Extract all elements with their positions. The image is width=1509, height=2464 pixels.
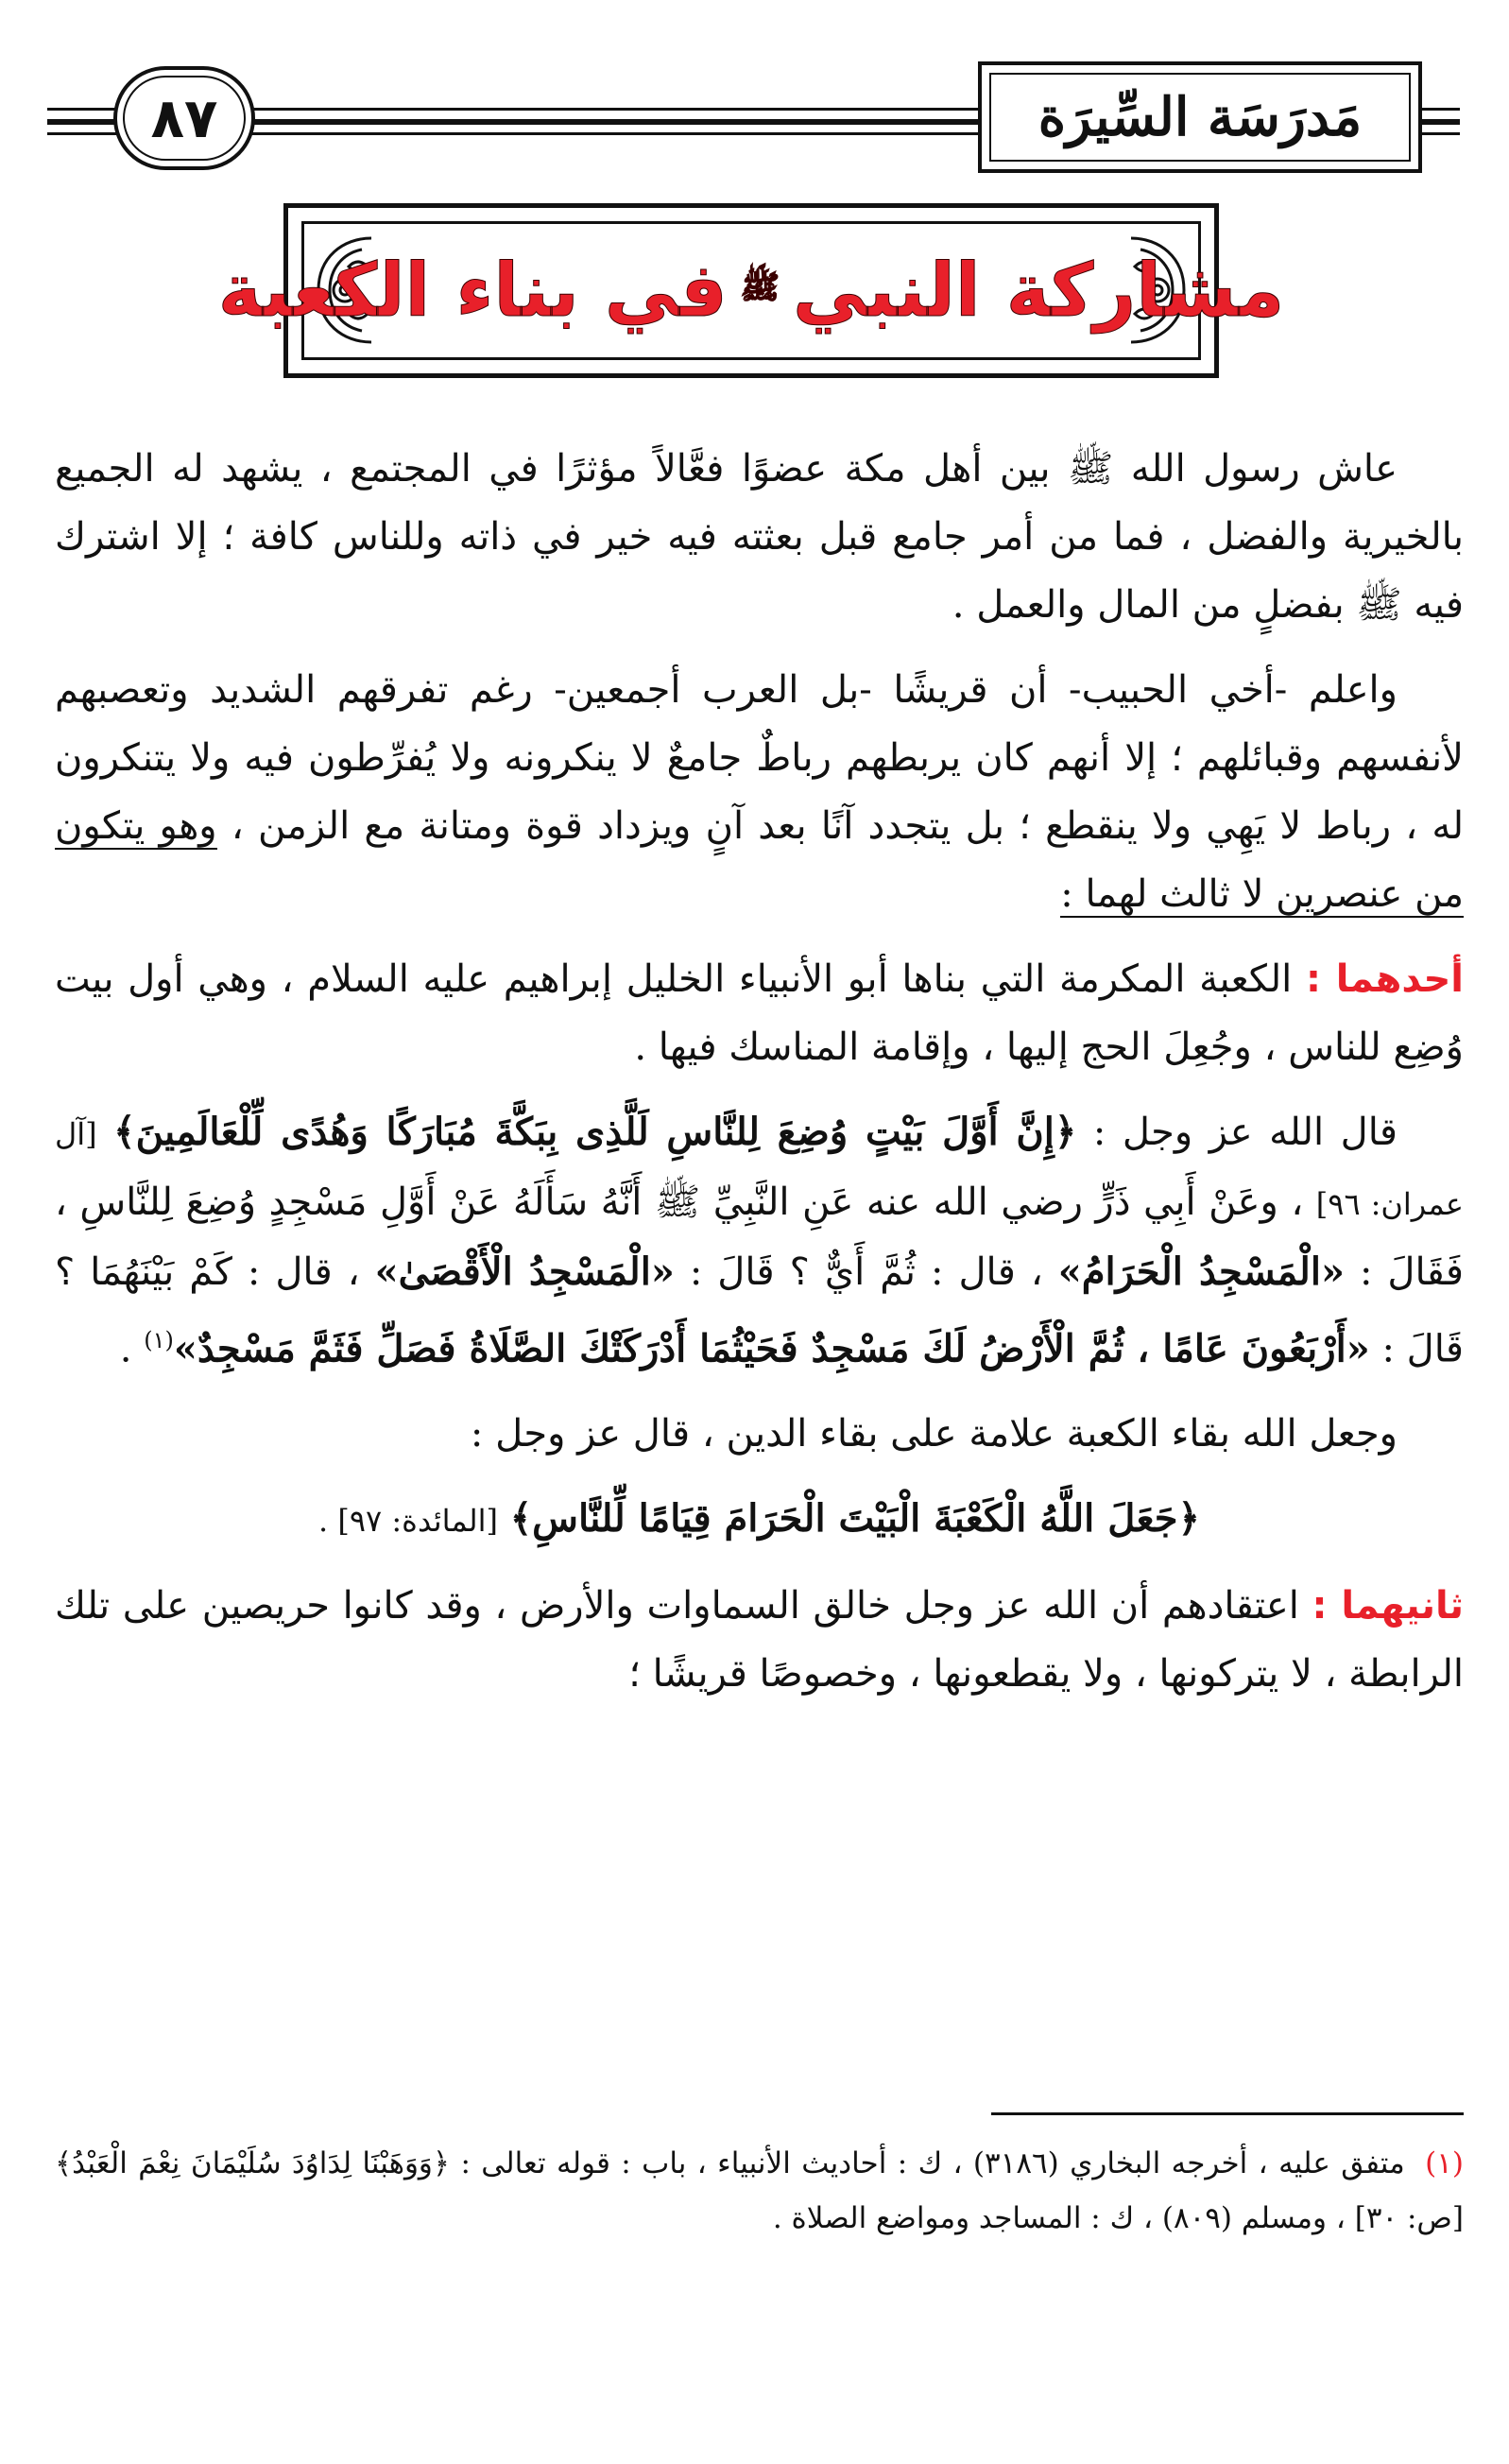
honorific-seal: ﷺ: [740, 268, 780, 306]
second-element-text: اعتقادهم أن الله عز وجل خالق السماوات والأرض ، وقد كانوا حريصين على تلك الرابطة ، لا يتركونها ، ولا يقطعونها ، وخصوصًا قريشًا ؛: [55, 1584, 1464, 1697]
chapter-title-part1: مشاركة النبي: [792, 248, 1285, 334]
hadith-quote-1: «الْمَسْجِدُ الْحَرَامُ»: [1057, 1249, 1345, 1294]
kaaba-paragraph: وجعل الله بقاء الكعبة علامة على بقاء الدين ، قال عز وجل :: [470, 1412, 1398, 1456]
quran-verse-2-line: [55, 1485, 1464, 1555]
chapter-title-frame: [217, 203, 1285, 378]
quran-reference: [آل عمران: ٩٦]: [55, 1116, 1465, 1222]
first-element-paragraph: [55, 945, 1464, 1081]
hadith-text-3: ، قال : كَمْ بَيْنَهُمَا ؟ قَالَ :: [55, 1250, 1464, 1371]
running-title-text: مَدرَسَة السِّيرَة: [1037, 86, 1363, 148]
hadith-text-2: ، قال : ثُمَّ أَيٌّ ؟ قَالَ :: [689, 1250, 1043, 1294]
paragraph-2: [55, 656, 1464, 928]
hadith-text-1: ، وعَنْ أَبِي ذَرٍّ رضي الله عنه عَنِ النَّبِيِّ ﷺ أَنَّهُ سَأَلَهُ عَنْ أَوَّلِ مَسْجِدٍ وُضِعَ لِلنَّاسِ ، فَقَالَ :: [55, 1180, 1465, 1294]
first-element-text: الكعبة المكرمة التي بناها أبو الأنبياء الخليل إبراهيم عليه السلام ، وهي أول بيت وُضِع للناس ، وجُعِلَ الحج إليها ، وإقامة المناسك فيها .: [55, 957, 1464, 1069]
footnote-marker: (١): [144, 1327, 174, 1353]
body-text: [55, 435, 1464, 1725]
hadith-quote-2: «الْمَسْجِدُ الْأَقْصَىٰ»: [374, 1249, 675, 1294]
page-number-text: ٨٧: [150, 86, 218, 150]
quran-reference-2: [المائدة: ٩٧] .: [318, 1503, 499, 1540]
quran-intro: قال الله عز وجل :: [1092, 1111, 1398, 1154]
running-title: [978, 61, 1422, 173]
paragraph-2-main: واعلم -أخي الحبيب- أن قريشًا -بل العرب أجمعين- رغم تفرقهم الشديد وتعصبهم لأنفسهم وقبائلهم ؛ إلا أنهم كان يربطهم رباطٌ جامعٌ لا ينكرونه ولا يُفرِّطون فيه ولا يتنكرون له ، رباط لا يَهِي ولا ينقطع ؛ بل يتجدد آنًا بعد آنٍ ويزداد قوة ومتانة مع الزمن ،: [55, 668, 1465, 848]
second-element-paragraph: [55, 1572, 1464, 1708]
footnote-number: (١): [1425, 2146, 1464, 2180]
quran-verse: ﴿إِنَّ أَوَّلَ بَيْتٍ وُضِعَ لِلنَّاسِ لَلَّذِى بِبَكَّةَ مُبَارَكًا وَهُدًى لِّلْعَالَمِينَ﴾: [113, 1110, 1077, 1154]
quran-hadith-paragraph: قال الله عز وجل : ﴿إِنَّ أَوَّلَ بَيْتٍ وُضِعَ لِلنَّاسِ لَلَّذِى بِبَكَّةَ مُبَارَكًا وَهُدًى لِّلْعَالَمِينَ﴾ [آل عمران: ٩٦] ، وعَنْ أَبِي ذَرٍّ رضي الله عنه عَنِ النَّبِيِّ ﷺ أَنَّهُ سَأَلَهُ عَنْ أَوَّلِ مَسْجِدٍ وُضِعَ لِلنَّاسِ ، فَقَالَ : «الْمَسْجِدُ الْحَرَامُ» ، قال : ثُمَّ أَيٌّ ؟ قَالَ : «الْمَسْجِدُ الْأَقْصَىٰ» ، قال : كَمْ بَيْنَهُمَا ؟ قَالَ : «أَرْبَعُونَ عَامًا ، ثُمَّ الْأَرْضُ لَكَ مَسْجِدٌ فَحَيْثُمَا أَدْرَكَتْكَ الصَّلَاةُ فَصَلِّ فَثَمَّ مَسْجِدٌ»$^{(١)}$ .: [55, 1110, 1465, 1371]
footnote-divider: [991, 2112, 1464, 2115]
paragraph-1: عاش رسول الله ﷺ بين أهل مكة عضوًا فعَّالاً مؤثرًا في المجتمع ، يشهد له الجميع بالخيرية والفضل ، فما من أمر جامع قبل بعثته فيه خير في ذاته وللناس كافة ؛ إلا اشترك فيه ﷺ بفضلٍ من المال والعمل .: [55, 447, 1464, 627]
page-number: [113, 66, 255, 170]
paragraph-2-underlined: وهو يتكون من عنصرين لا ثالث لهما :: [55, 804, 1464, 916]
hadith-quote-3: «أَرْبَعُونَ عَامًا ، ثُمَّ الْأَرْضُ لَكَ مَسْجِدٌ فَحَيْثُمَا أَدْرَكَتْكَ الصَّلَاةُ فَصَلِّ فَثَمَّ مَسْجِدٌ»: [173, 1326, 1370, 1371]
second-element-label: ثانيهما :: [1312, 1584, 1464, 1628]
quran-verse-2: ﴿جَعَلَ اللَّهُ الْكَعْبَةَ الْبَيْتَ الْحَرَامَ قِيَامًا لِّلنَّاسِ﴾: [509, 1496, 1200, 1542]
page-header: [47, 57, 1460, 180]
chapter-title-part2: في بناء الكعبة: [217, 248, 728, 334]
footnotes: [55, 2136, 1464, 2246]
footnote-text: متفق عليه ، أخرجه البخاري (٣١٨٦) ، ك : أحاديث الأنبياء ، باب : قوله تعالى : ﴿وَوَهَبْنَا لِدَاوُدَ سُلَيْمَانَ نِعْمَ الْعَبْدُ﴾ [ص: ٣٠] ، ومسلم (٨٠٩) ، ك : المساجد ومواضع الصلاة .: [55, 2146, 1464, 2235]
first-element-label: أحدهما :: [1305, 957, 1464, 1001]
chapter-title: [217, 236, 1285, 345]
